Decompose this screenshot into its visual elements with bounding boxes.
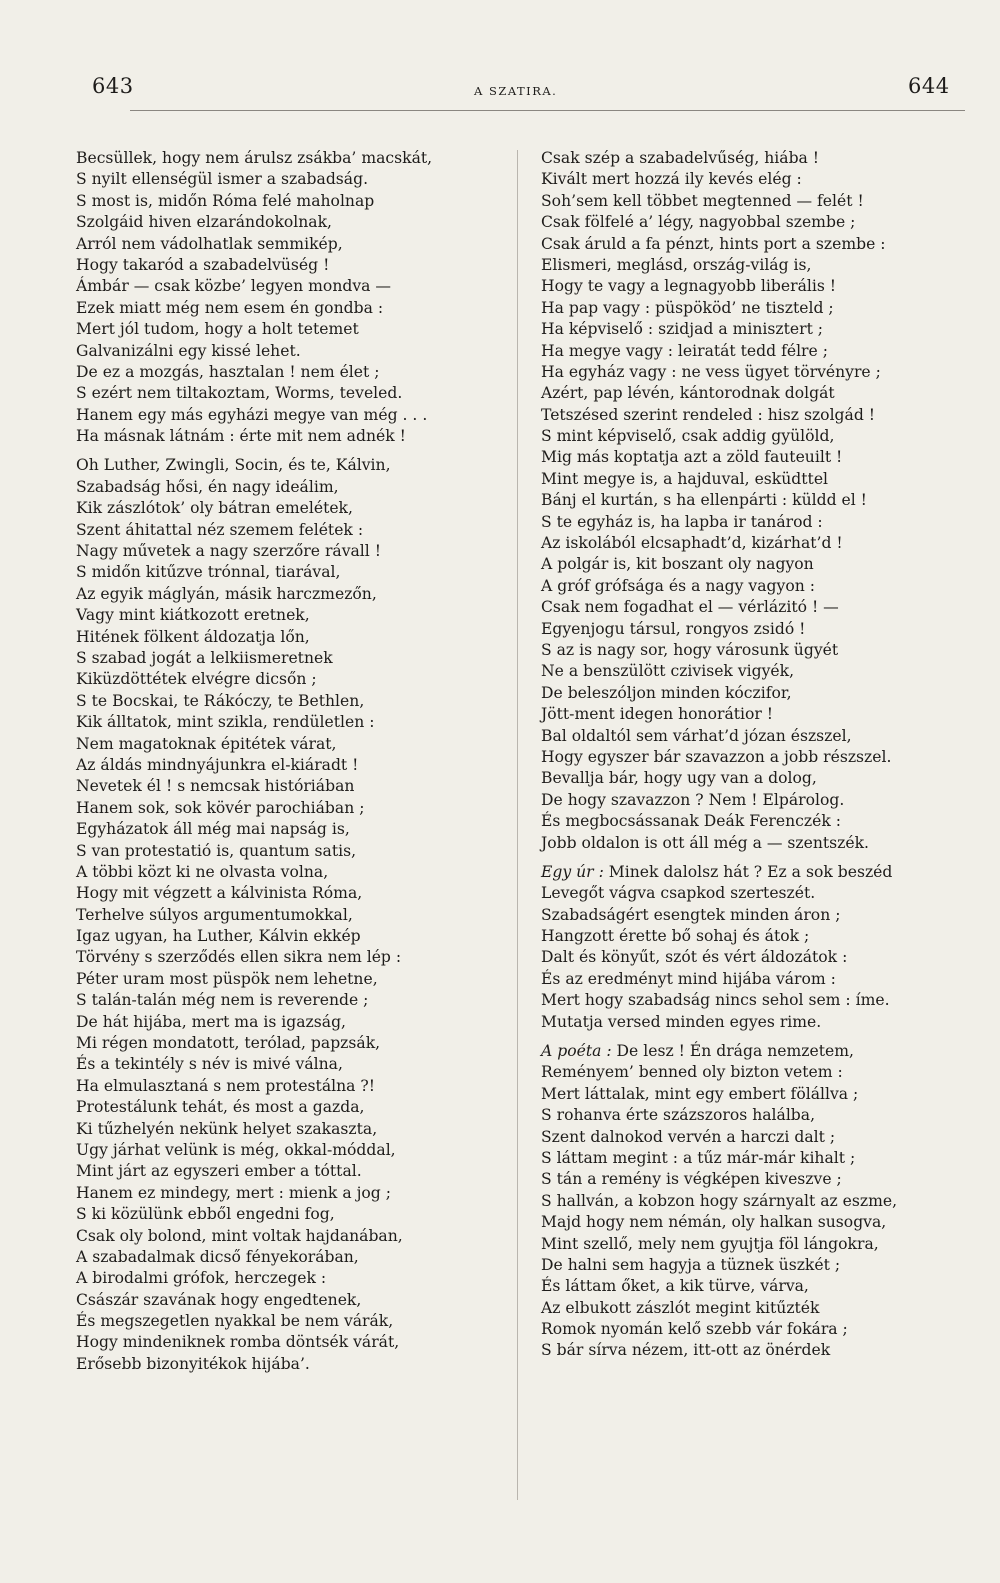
verse-line: Romok nyomán kelő szebb vár fokára ;	[541, 1320, 848, 1339]
verse-line: Bevallja bár, hogy ugy van a dolog,	[541, 769, 817, 788]
verse-line: De beleszóljon minden kóczifor,	[541, 683, 792, 702]
verse-line: Ne a benszülött czivisek vigyék,	[541, 662, 795, 681]
verse-line: S tán a remény is végképen kiveszve ;	[541, 1170, 842, 1189]
verse-line: Egyenjogu társul, rongyos zsidó !	[541, 619, 806, 638]
verse-line: Mert jól tudom, hogy a holt tetemet	[76, 320, 359, 339]
verse-line: És megbocsássanak Deák Ferenczék :	[541, 812, 841, 831]
verse-line: Ha egyház vagy : ne vess ügyet törvényre ;	[541, 362, 881, 381]
verse-line: S rohanva érte százszoros halálba,	[541, 1106, 816, 1125]
verse-line: Hogy egyszer bár szavazzon a jobb részszel.	[541, 747, 892, 766]
verse-line: Bal oldaltól sem várhat’d józan észszel,	[541, 726, 852, 745]
verse-line: És megszegetlen nyakkal be nem várák,	[76, 1312, 394, 1331]
verse-line: S van protestatió is, quantum satis,	[76, 841, 357, 860]
verse-line: Csak áruld a fa pénzt, hints port a szembe :	[541, 234, 886, 253]
verse-line: S talán-talán még nem is reverende ;	[76, 991, 369, 1010]
verse-line: Kik álltatok, mint szikla, rendületlen :	[76, 713, 375, 732]
verse-line: Az elbukott zászlót megint kitűzték	[541, 1298, 820, 1317]
verse-line: Hogy mit végzett a kálvinista Róma,	[76, 884, 363, 903]
verse-line: Ha pap vagy : püspököd’ ne tiszteld ;	[541, 298, 834, 317]
verse-line: Törvény s szerződés ellen sikra nem lép :	[76, 948, 402, 967]
verse-line: A szabadalmak dicső fényekorában,	[76, 1247, 359, 1266]
verse-line: S hallván, a kobzon hogy szárnyalt az eszme,	[541, 1191, 898, 1210]
verse-line: Szent dalnokod vervén a harczi dalt ;	[541, 1127, 836, 1146]
verse-line: És a tekintély s név is mivé válna,	[76, 1055, 343, 1074]
verse-line: Terhelve súlyos argumentumokkal,	[76, 905, 353, 924]
verse-line: Szent áhitattal néz szemem felétek :	[76, 520, 364, 539]
verse-line: Becsüllek, hogy nem árulsz zsákba’ macskát,	[76, 149, 433, 167]
verse-line: Szolgáid hiven elzarándokolnak,	[76, 213, 333, 232]
header-rule	[130, 110, 965, 111]
speaker-label: A poéta :	[541, 1042, 612, 1061]
right-column	[541, 148, 991, 1362]
verse-text: Minek dalolsz hát ? Ez a sok beszéd	[603, 862, 893, 881]
verse-line: Jött-ment idegen honorátior !	[541, 705, 774, 724]
verse-line: S ki közülünk ebből engedni fog,	[76, 1205, 335, 1224]
verse-line: Mint megye is, a hajduval, esküdttel	[541, 469, 829, 488]
verse-line: Szabadságért esengtek minden áron ;	[541, 905, 841, 924]
verse-line: Dalt és könyűt, szót és vért áldozátok :	[541, 948, 848, 967]
verse-line: Mert láttalak, mint egy embert fölállva ;	[541, 1084, 859, 1103]
verse-line: És az eredményt mind hijába várom :	[541, 969, 836, 988]
verse-line: Az iskolából elcsaphadt’d, kizárhat’d !	[541, 534, 843, 553]
verse-line: Levegőt vágva csapkod szerteszét.	[541, 884, 816, 903]
verse-line: De halni sem hagyja a tüznek üszkét ;	[541, 1255, 841, 1274]
verse-line: Kiküzdöttétek elvégre dicsőn ;	[76, 670, 317, 689]
verse-line: S midőn kitűzve trónnal, tiarával,	[76, 563, 341, 582]
verse-line: Hanem egy más egyházi megye van még . . .	[76, 405, 428, 424]
verse-line: Ha elmulasztaná s nem protestálna ?!	[76, 1076, 376, 1095]
verse-line: S az is nagy sor, hogy városunk ügyét	[541, 640, 839, 659]
verse-line: De hogy szavazzon ? Nem ! Elpárolog.	[541, 790, 845, 809]
verse-line: Ugy járhat velünk is még, okkal-móddal,	[76, 1140, 396, 1159]
verse-line: Arról nem vádolhatlak semmikép,	[76, 234, 343, 253]
verse-line: A polgár is, kit boszant oly nagyon	[541, 555, 814, 574]
verse-line: A gróf grófsága és a nagy vagyon :	[541, 576, 815, 595]
verse-line: Hangzott érette bő sohaj és átok ;	[541, 927, 810, 946]
verse-line: Azért, pap lévén, kántorodnak dolgát	[541, 384, 835, 403]
verse-line: Az áldás mindnyájunkra el-kiáradt !	[76, 755, 359, 774]
verse-line: S bár sírva nézem, itt-ott az önérdek	[541, 1341, 831, 1360]
running-title: A SZATIRA.	[474, 84, 558, 98]
verse-line: Tetszésed szerint rendeled : hisz szolgád !	[541, 405, 876, 424]
verse-line: Mert hogy szabadság nincs sehol sem : íme.	[541, 991, 890, 1010]
verse-line: Csak nem fogadhat el — vérlázitó ! —	[541, 598, 839, 617]
verse-line: Mutatja versed minden egyes rime.	[541, 1012, 822, 1031]
stanza-gap	[76, 447, 506, 455]
verse-line: S most is, midőn Róma felé maholnap	[76, 191, 375, 210]
speaker-label: Egy úr :	[541, 862, 604, 881]
verse-line: Ha képviselő : szidjad a minisztert ;	[541, 320, 824, 339]
verse-line	[541, 862, 991, 883]
verse-line: Jobb oldalon is ott áll még a — szentszék.	[541, 833, 870, 852]
verse-line: Vagy mint kiátkozott eretnek,	[76, 606, 310, 625]
page-number-left: 643	[92, 74, 134, 98]
verse-line: Bánj el kurtán, s ha ellenpárti : küldd el !	[541, 491, 867, 510]
verse-line: Szabadság hősi, én nagy ideálim,	[76, 477, 339, 496]
column-divider	[517, 150, 518, 1500]
verse-line: Nagy művetek a nagy szerzőre rávall !	[76, 542, 381, 561]
verse-line: Hogy mindeniknek romba döntsék várát,	[76, 1333, 400, 1352]
verse-line: A birodalmi grófok, herczegek :	[76, 1269, 327, 1288]
verse-line: Hitének fölkent áldozatja lőn,	[76, 627, 310, 646]
verse-line: Protestálunk tehát, és most a gazda,	[76, 1098, 365, 1117]
verse-line: De ez a mozgás, hasztalan ! nem élet ;	[76, 362, 380, 381]
verse-line: Mi régen mondatott, terólad, papzsák,	[76, 1034, 381, 1053]
verse-line: Csak fölfelé a’ légy, nagyobbal szembe ;	[541, 213, 856, 232]
verse-line: Nem magatoknak épitétek várat,	[76, 734, 337, 753]
verse-line: Reményem’ benned oly bizton vetem :	[541, 1063, 843, 1082]
verse-line: A többi közt ki ne olvasta volna,	[76, 862, 329, 881]
verse-line: Kivált mert hozzá ily kevés elég :	[541, 170, 802, 189]
verse-text: De lesz ! Én drága nemzetem,	[611, 1042, 854, 1061]
verse-line: Galvanizálni egy kissé lehet.	[76, 341, 301, 360]
verse-line: Nevetek él ! s nemcsak históriában	[76, 777, 355, 796]
left-column	[76, 148, 506, 1375]
verse-line: Az egyik máglyán, másik harczmezőn,	[76, 584, 377, 603]
verse-line: S te egyház is, ha lapba ir tanárod :	[541, 512, 823, 531]
verse-line: Mint járt az egyszeri ember a tóttal.	[76, 1162, 362, 1181]
verse-line: S nyilt ellenségül ismer a szabadság.	[76, 170, 369, 189]
verse-line: Péter uram most püspök nem lehetne,	[76, 969, 378, 988]
verse-line: Ezek miatt még nem esem én gondba :	[76, 298, 384, 317]
verse-line: Császár szavának hogy engedtenek,	[76, 1290, 362, 1309]
verse-line: Ki tűzhelyén nekünk helyet szakaszta,	[76, 1119, 378, 1138]
verse-line: Ha másnak látnám : érte mit nem adnék !	[76, 427, 406, 446]
verse-line: Oh Luther, Zwingli, Socin, és te, Kálvin,	[76, 456, 391, 475]
verse-line: Erősebb bizonyitékok hijába’.	[76, 1354, 310, 1373]
verse-line: S szabad jogát a lelkiismeretnek	[76, 648, 333, 667]
verse-line: És láttam őket, a kik türve, várva,	[541, 1277, 809, 1296]
verse-line: Igaz ugyan, ha Luther, Kálvin ekkép	[76, 927, 361, 946]
verse-line: Csak oly bolond, mint voltak hajdanában,	[76, 1226, 403, 1245]
verse-line: Ha megye vagy : leiratát tedd félre ;	[541, 341, 828, 360]
verse-line	[541, 1041, 991, 1062]
verse-line: S te Bocskai, te Rákóczy, te Bethlen,	[76, 691, 365, 710]
verse-line: Egyházatok áll még mai napság is,	[76, 820, 350, 839]
verse-line: Mint szellő, mely nem gyujtja föl lángokra,	[541, 1234, 879, 1253]
page-header	[0, 74, 1000, 104]
verse-line: Elismeri, meglásd, ország-világ is,	[541, 255, 812, 274]
verse-line: S mint képviselő, csak addig gyülöld,	[541, 427, 835, 446]
verse-line: Hogy takaród a szabadelvüség !	[76, 255, 330, 274]
verse-line: Kik zászlótok’ oly bátran emelétek,	[76, 499, 353, 518]
verse-line: Mig más koptatja azt a zöld fauteuilt !	[541, 448, 843, 467]
verse-line: Ámbár — csak közbe’ legyen mondva —	[76, 277, 391, 296]
page-number-right: 644	[908, 74, 950, 98]
verse-line: Hanem ez mindegy, mert : mienk a jog ;	[76, 1183, 391, 1202]
verse-line: Hogy te vagy a legnagyobb liberális !	[541, 277, 837, 296]
verse-line: De hát hijába, mert ma is igazság,	[76, 1012, 347, 1031]
verse-line: S láttam megint : a tűz már-már kihalt ;	[541, 1148, 856, 1167]
verse-line: S ezért nem tiltakoztam, Worms, teveled.	[76, 384, 403, 403]
stanza-gap	[541, 1033, 991, 1041]
stanza-gap	[541, 854, 991, 862]
verse-line: Majd hogy nem némán, oly halkan susogva,	[541, 1213, 887, 1232]
verse-line: Hanem sok, sok kövér parochiában ;	[76, 798, 365, 817]
verse-line: Soh’sem kell többet megtenned — felét !	[541, 191, 864, 210]
verse-line: Csak szép a szabadelvűség, hiába !	[541, 149, 820, 167]
